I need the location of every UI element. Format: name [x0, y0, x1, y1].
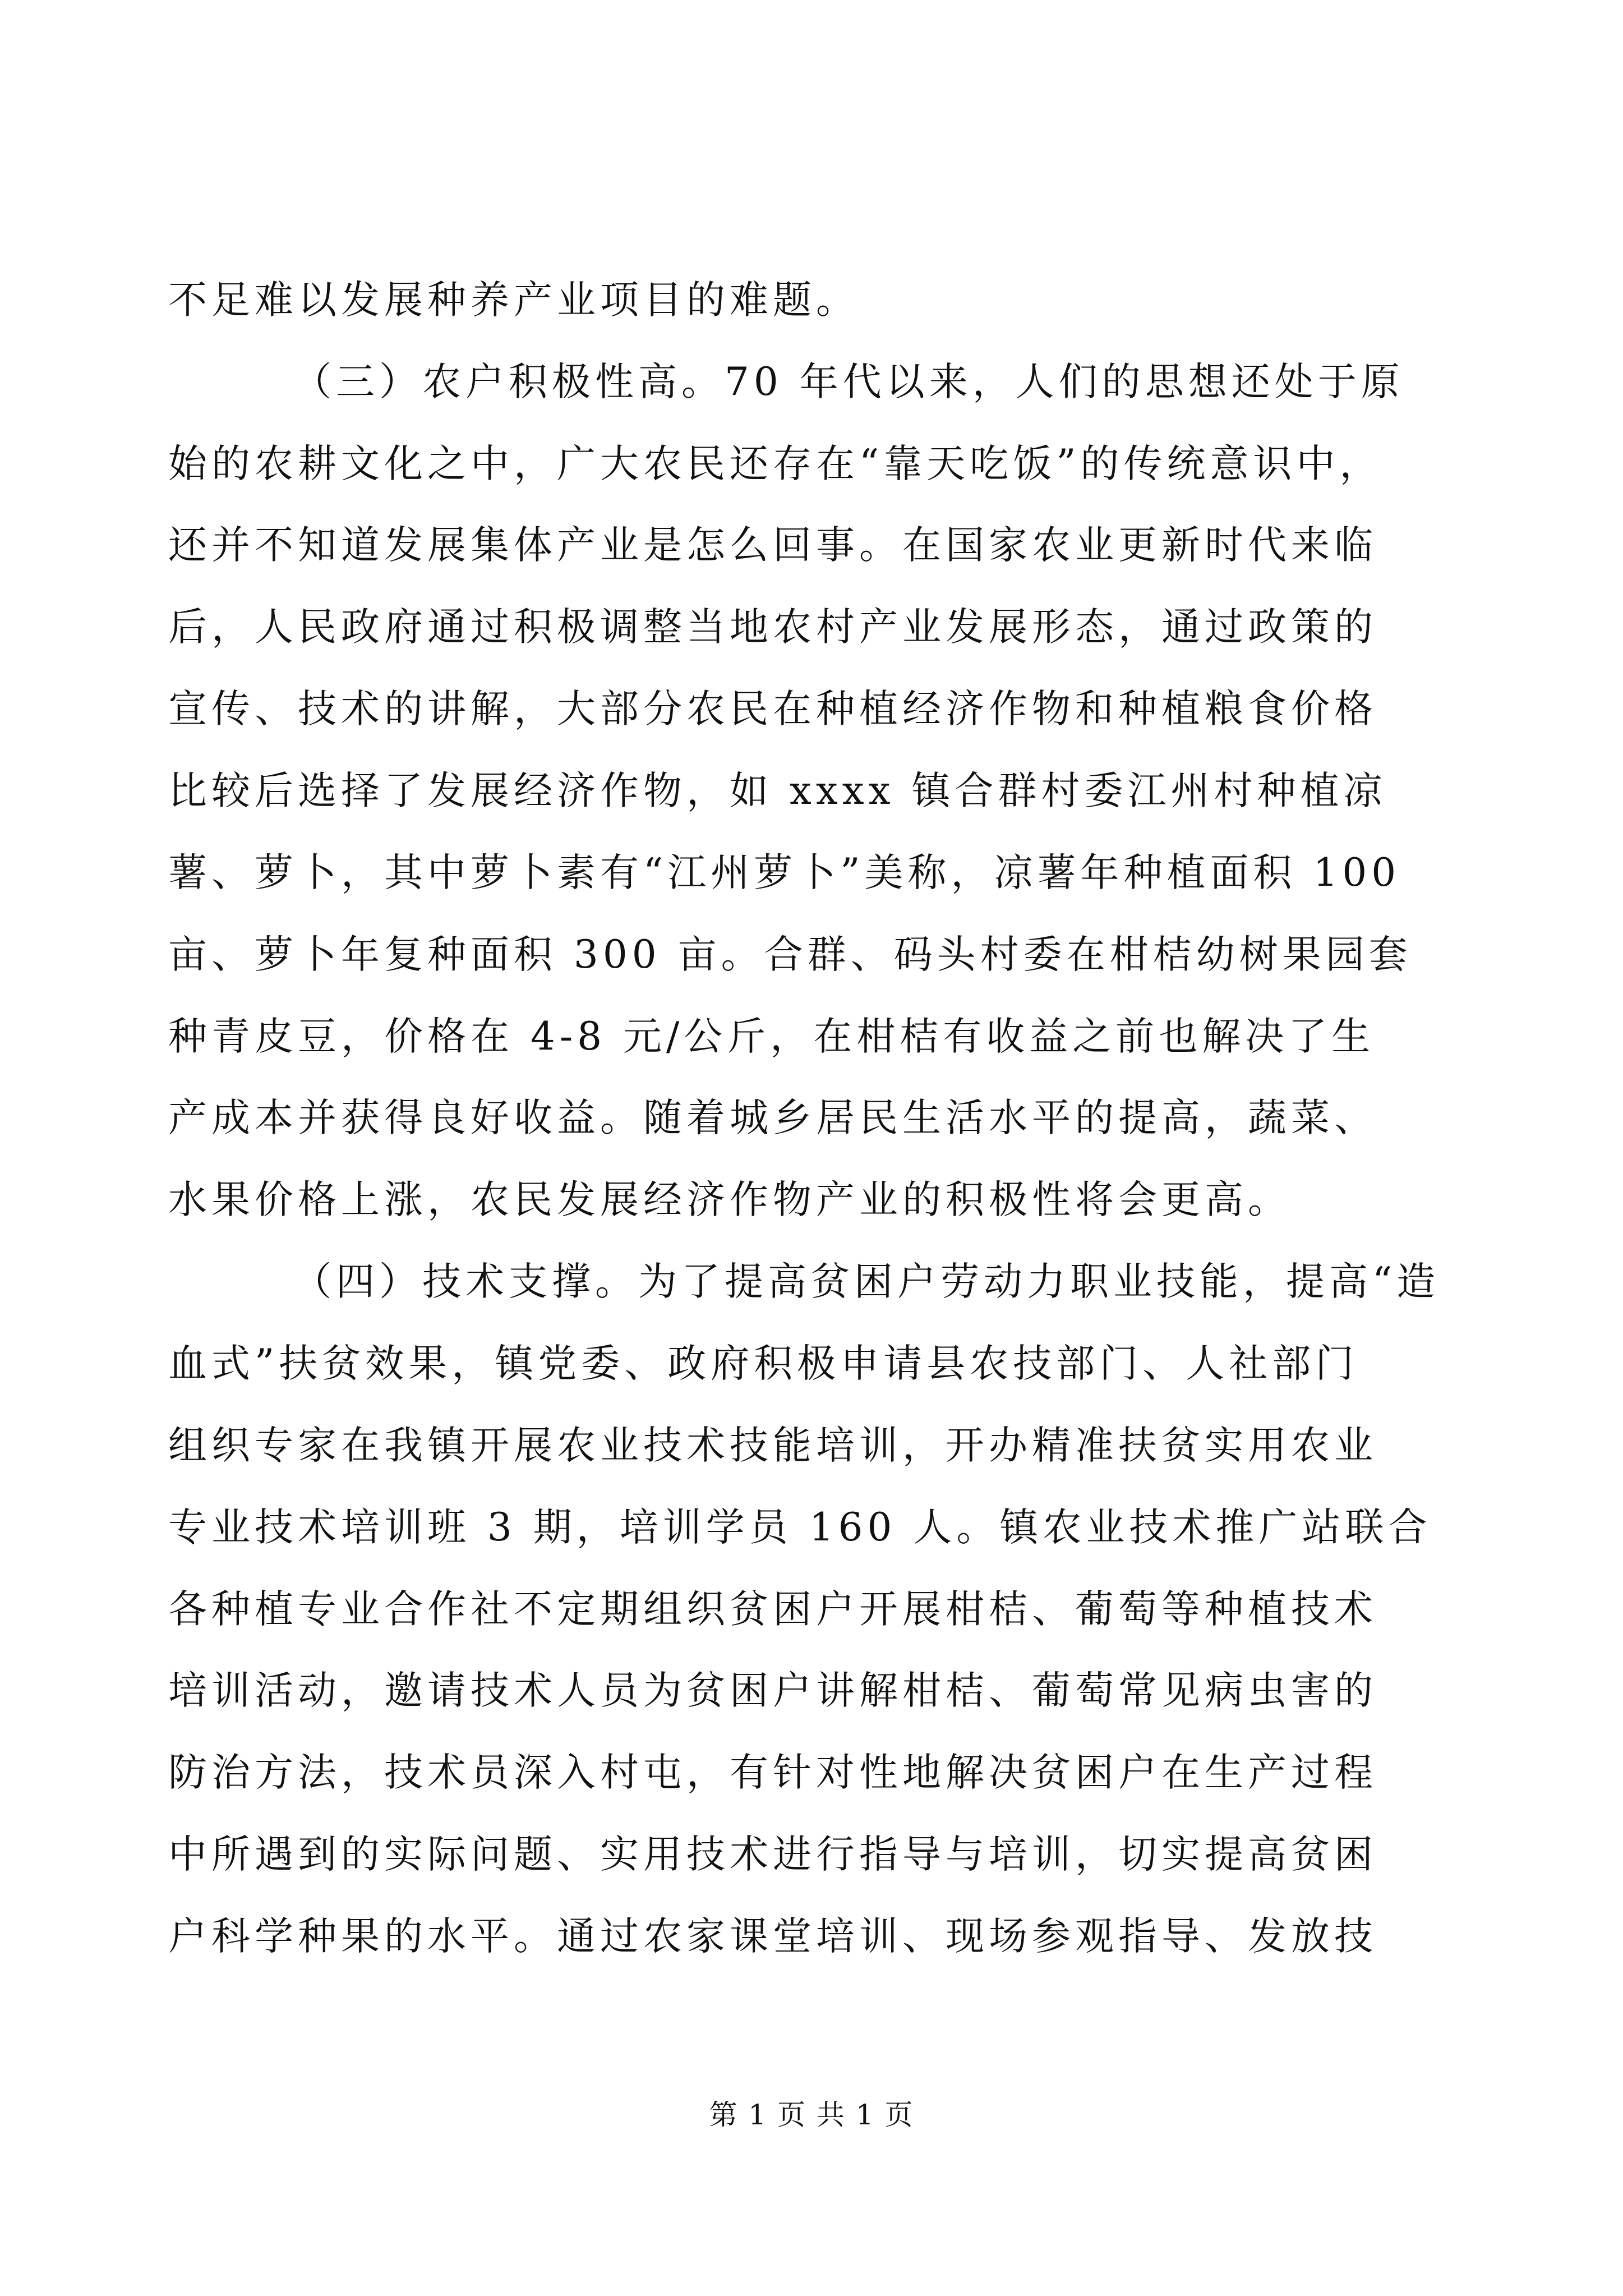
text-line: 培训活动，邀请技术人员为贫困户讲解柑桔、葡萄常见病虫害的 [168, 1668, 1377, 1713]
text-line: 组织专家在我镇开展农业技术技能培训，开办精准扶贫实用农业 [168, 1423, 1377, 1468]
page-footer [0, 2095, 1623, 2134]
text-line: 亩、萝卜年复种面积 300 亩。合群、码头村委在柑桔幼树果园套 [168, 932, 1412, 977]
text-line: 专业技术培训班 3 期，培训学员 160 人。镇农业技术推广站联合 [168, 1505, 1432, 1550]
text-line: 种青皮豆，价格在 4-8 元/公斤，在柑桔有收益之前也解决了生 [168, 1014, 1375, 1059]
text-line: 产成本并获得良好收益。随着城乡居民生活水平的提高，蔬菜、 [168, 1096, 1377, 1140]
text-line: 不足难以发展种养产业项目的难题。 [168, 278, 859, 323]
text-line: 还并不知道发展集体产业是怎么回事。在国家农业更新时代来临 [168, 523, 1377, 568]
text-line: 始的农耕文化之中，广大农民还存在“靠天吃饭”的传统意识中， [168, 441, 1383, 486]
text-line: （三）农户积极性高。70 年代以来，人们的思想还处于原 [293, 360, 1404, 404]
text-line: 防治方法，技术员深入村屯，有针对性地解决贫困户在生产过程 [168, 1750, 1377, 1795]
text-line: 户科学种果的水平。通过农家课堂培训、现场参观指导、发放技 [168, 1914, 1377, 1959]
text-line: 各种植专业合作社不定期组织贫困户开展柑桔、葡萄等种植技术 [168, 1587, 1377, 1632]
text-line: 中所遇到的实际问题、实用技术进行指导与培训，切实提高贫困 [168, 1832, 1377, 1877]
page-number-label: 第 1 页 共 1 页 [709, 2099, 914, 2131]
text-line: 水果价格上涨，农民发展经济作物产业的积极性将会更高。 [168, 1177, 1291, 1222]
text-line: （四）技术支撑。为了提高贫困户劳动力职业技能，提高“造 [293, 1259, 1440, 1304]
text-line: 薯、萝卜，其中萝卜素有“江州萝卜”美称，凉薯年种植面积 100 [168, 850, 1401, 895]
text-line: 血式”扶贫效果，镇党委、政府积极申请县农技部门、人社部门 [168, 1341, 1359, 1386]
text-line: 宣传、技术的讲解，大部分农民在种植经济作物和种植粮食价格 [168, 687, 1377, 731]
text-line: 比较后选择了发展经济作物，如 xxxx 镇合群村委江州村种植凉 [168, 769, 1387, 813]
text-line: 后，人民政府通过积极调整当地农村产业发展形态，通过政策的 [168, 605, 1377, 650]
